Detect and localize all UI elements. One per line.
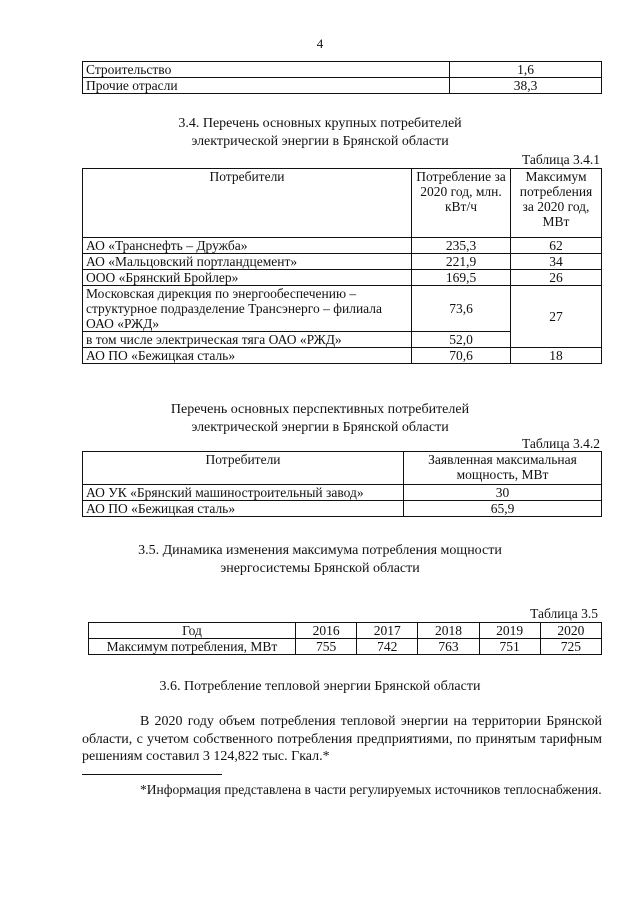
table-cell: Прочие отрасли: [83, 78, 450, 94]
table-cell: 70,6: [412, 348, 511, 364]
table-cell: 2017: [357, 623, 418, 639]
table-cell: 1,6: [450, 62, 602, 78]
table-cell: АО УК «Брянский машиностроительный завод»: [83, 485, 404, 501]
table-cell: ООО «Брянский Бройлер»: [83, 270, 412, 286]
section-34-heading: [0, 115, 640, 151]
table-header-row: [83, 452, 602, 485]
consumers-table: [82, 168, 602, 364]
table-row: [89, 623, 602, 639]
table-cell: Московская дирекция по энергообеспечению – структурное подразделение Трансэнерго – филиала ОАО «РЖД»: [83, 286, 412, 332]
table-cell: 2020: [540, 623, 601, 639]
column-header: Потребление за 2020 год, млн. кВт/ч: [412, 169, 511, 238]
table-cell: 763: [418, 639, 479, 655]
table-cell: 73,6: [412, 286, 511, 332]
table-cell: 742: [357, 639, 418, 655]
table-row: [83, 270, 602, 286]
table-caption: Таблица 3.4.1: [522, 152, 600, 167]
table-cell: 34: [511, 254, 602, 270]
table-cell: 2019: [479, 623, 540, 639]
table-row: [83, 485, 602, 501]
table-cell: АО «Транснефть – Дружба»: [83, 238, 412, 254]
section-36-heading: 3.6. Потребление тепловой энергии Брянской области: [159, 679, 481, 694]
table-cell: 221,9: [412, 254, 511, 270]
table-row: [83, 62, 602, 78]
heading-line: Перечень основных перспективных потребителей: [170, 402, 470, 417]
section-35-heading: [0, 542, 640, 578]
table-cell: 27: [511, 286, 602, 348]
table-row: [83, 238, 602, 254]
perspective-heading: [0, 401, 640, 437]
table-cell: в том числе электрическая тяга ОАО «РЖД»: [83, 332, 412, 348]
column-header: Потребители: [83, 169, 412, 238]
table-cell: 52,0: [412, 332, 511, 348]
table-row: [83, 348, 602, 364]
table-cell: 2016: [296, 623, 357, 639]
table-cell: 725: [540, 639, 601, 655]
heading-line: энергосистемы Брянской области: [220, 561, 420, 576]
table-cell: 235,3: [412, 238, 511, 254]
heading-line: электрической энергии в Брянской области: [191, 134, 449, 149]
top-table: [82, 61, 602, 94]
table-cell: 38,3: [450, 78, 602, 94]
footnote-divider: [82, 774, 222, 775]
table-cell: Строительство: [83, 62, 450, 78]
max-consumption-table: [88, 622, 602, 655]
table-row: [83, 286, 602, 332]
table-row: [89, 639, 602, 655]
table-caption: Таблица 3.4.2: [522, 436, 600, 451]
table-cell: АО ПО «Бежицкая сталь»: [83, 348, 412, 364]
table-cell: 751: [479, 639, 540, 655]
perspective-table: [82, 451, 602, 517]
table-cell: 169,5: [412, 270, 511, 286]
table-cell: 65,9: [404, 501, 602, 517]
heading-line: электрической энергии в Брянской области: [191, 420, 449, 435]
table-cell: 62: [511, 238, 602, 254]
column-header: Заявленная максимальная мощность, МВт: [404, 452, 602, 485]
heading-line: 3.5. Динамика изменения максимума потребления мощности: [138, 543, 502, 558]
column-header: Потребители: [83, 452, 404, 485]
table-cell: Максимум потребления, МВт: [89, 639, 296, 655]
table-cell: 755: [296, 639, 357, 655]
table-cell: 26: [511, 270, 602, 286]
table-cell: АО ПО «Бежицкая сталь»: [83, 501, 404, 517]
body-paragraph: В 2020 году объем потребления тепловой энергии на территории Брянской области, с учетом собственного потребления предприятиями, по принятым тарифным решениям составил 3 124,822 тыс. Гкал.*: [82, 714, 602, 764]
table-row: [83, 254, 602, 270]
page-number: 4: [316, 36, 324, 51]
table-row: [83, 78, 602, 94]
footnote: *Информация представлена в части регулируемых источников теплоснабжения.: [140, 782, 602, 797]
heading-line: 3.4. Перечень основных крупных потребителей: [178, 116, 462, 131]
table-cell: Год: [89, 623, 296, 639]
table-cell: 18: [511, 348, 602, 364]
table-cell: 30: [404, 485, 602, 501]
table-row: [83, 501, 602, 517]
table-header-row: [83, 169, 602, 238]
table-cell: 2018: [418, 623, 479, 639]
table-caption: Таблица 3.5: [530, 606, 598, 621]
column-header: Максимум потребления за 2020 год, МВт: [511, 169, 602, 238]
table-cell: АО «Мальцовский портландцемент»: [83, 254, 412, 270]
